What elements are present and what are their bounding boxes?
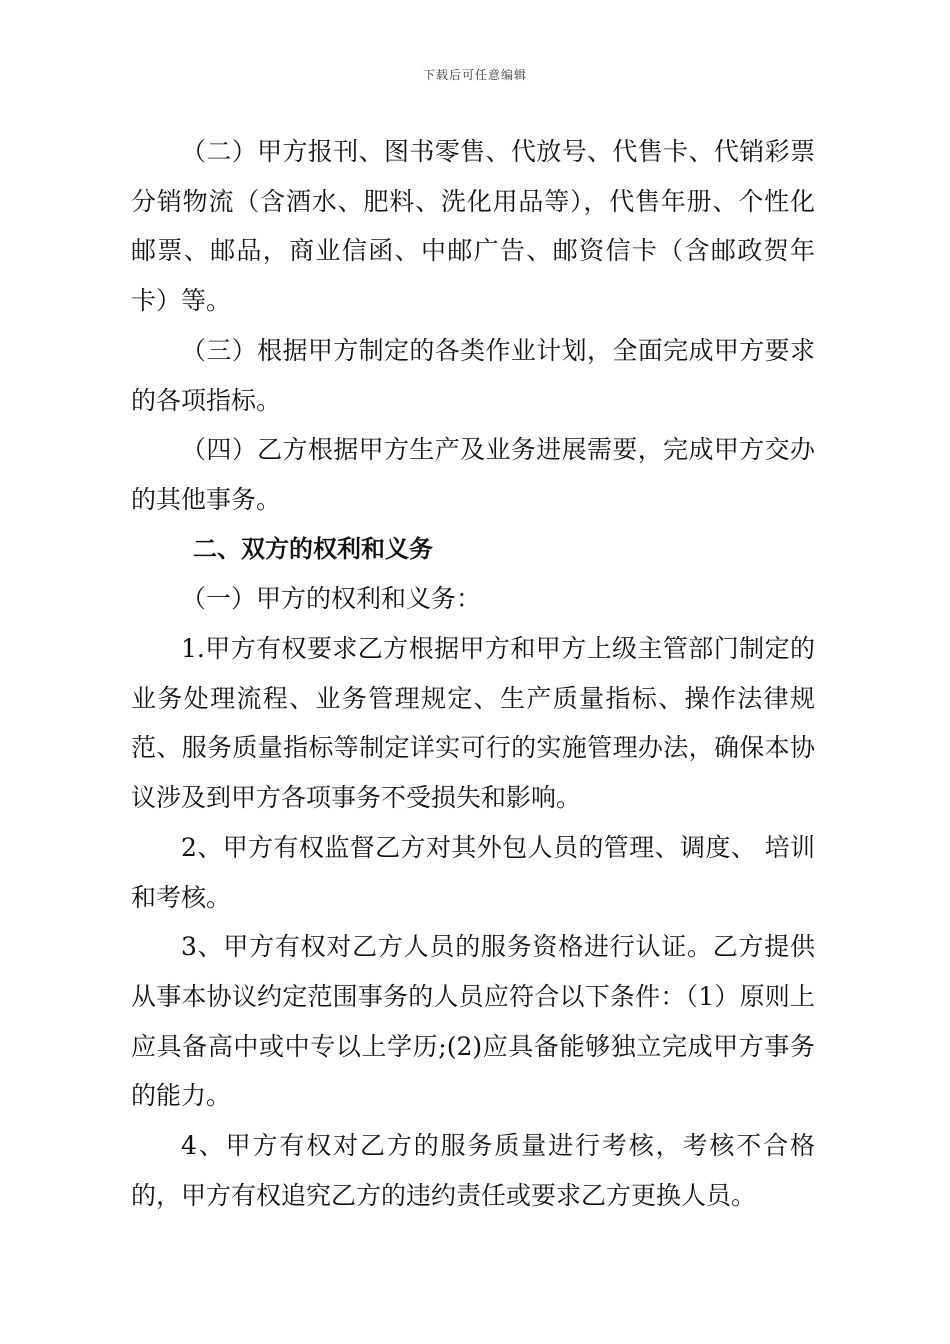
paragraph-item-2: （二）甲方报刊、图书零售、代放号、代售卡、代销彩票分销物流（含酒水、肥料、洗化用品等），代售年册、个性化邮票、邮品，商业信函、中邮广告、邮资信卡（含邮政贺年卡）等。: [131, 137, 815, 316]
paragraph-item-4: （四）乙方根据甲方生产及业务进展需要，完成甲方交办的其他事务。: [131, 435, 815, 514]
clause-2: 2、甲方有权监督乙方对其外包人员的管理、调度、 培训和考核。: [131, 832, 815, 912]
document-body: [131, 127, 815, 1220]
section-heading: 二、双方的权利和义务: [193, 534, 433, 563]
paragraph-item-3: （三）根据甲方制定的各类作业计划，全面完成甲方要求的各项指标。: [131, 335, 815, 415]
page-header: 下载后可任意编辑: [422, 68, 527, 82]
subsection-title: （一）甲方的权利和义务：: [181, 584, 482, 614]
clause-4: 4、甲方有权对乙方的服务质量进行考核，考核不合格的，甲方有权追究乙方的违约责任或要求乙方更换人员。: [131, 1131, 815, 1210]
clause-1: 1.甲方有权要求乙方根据甲方和甲方上级主管部门制定的业务处理流程、业务管理规定、生产质量指标、操作法律规范、服务质量指标等制定详实可行的实施管理办法，确保本协议涉及到甲方各项事务不受损失和影响。: [131, 634, 815, 813]
clause-3: 3、甲方有权对乙方人员的服务资格进行认证。乙方提供从事本协议约定范围事务的人员应符合以下条件：（1）原则上应具备高中或中专以上学历;(2)应具备能够独立完成甲方事务的能力。: [131, 932, 815, 1111]
